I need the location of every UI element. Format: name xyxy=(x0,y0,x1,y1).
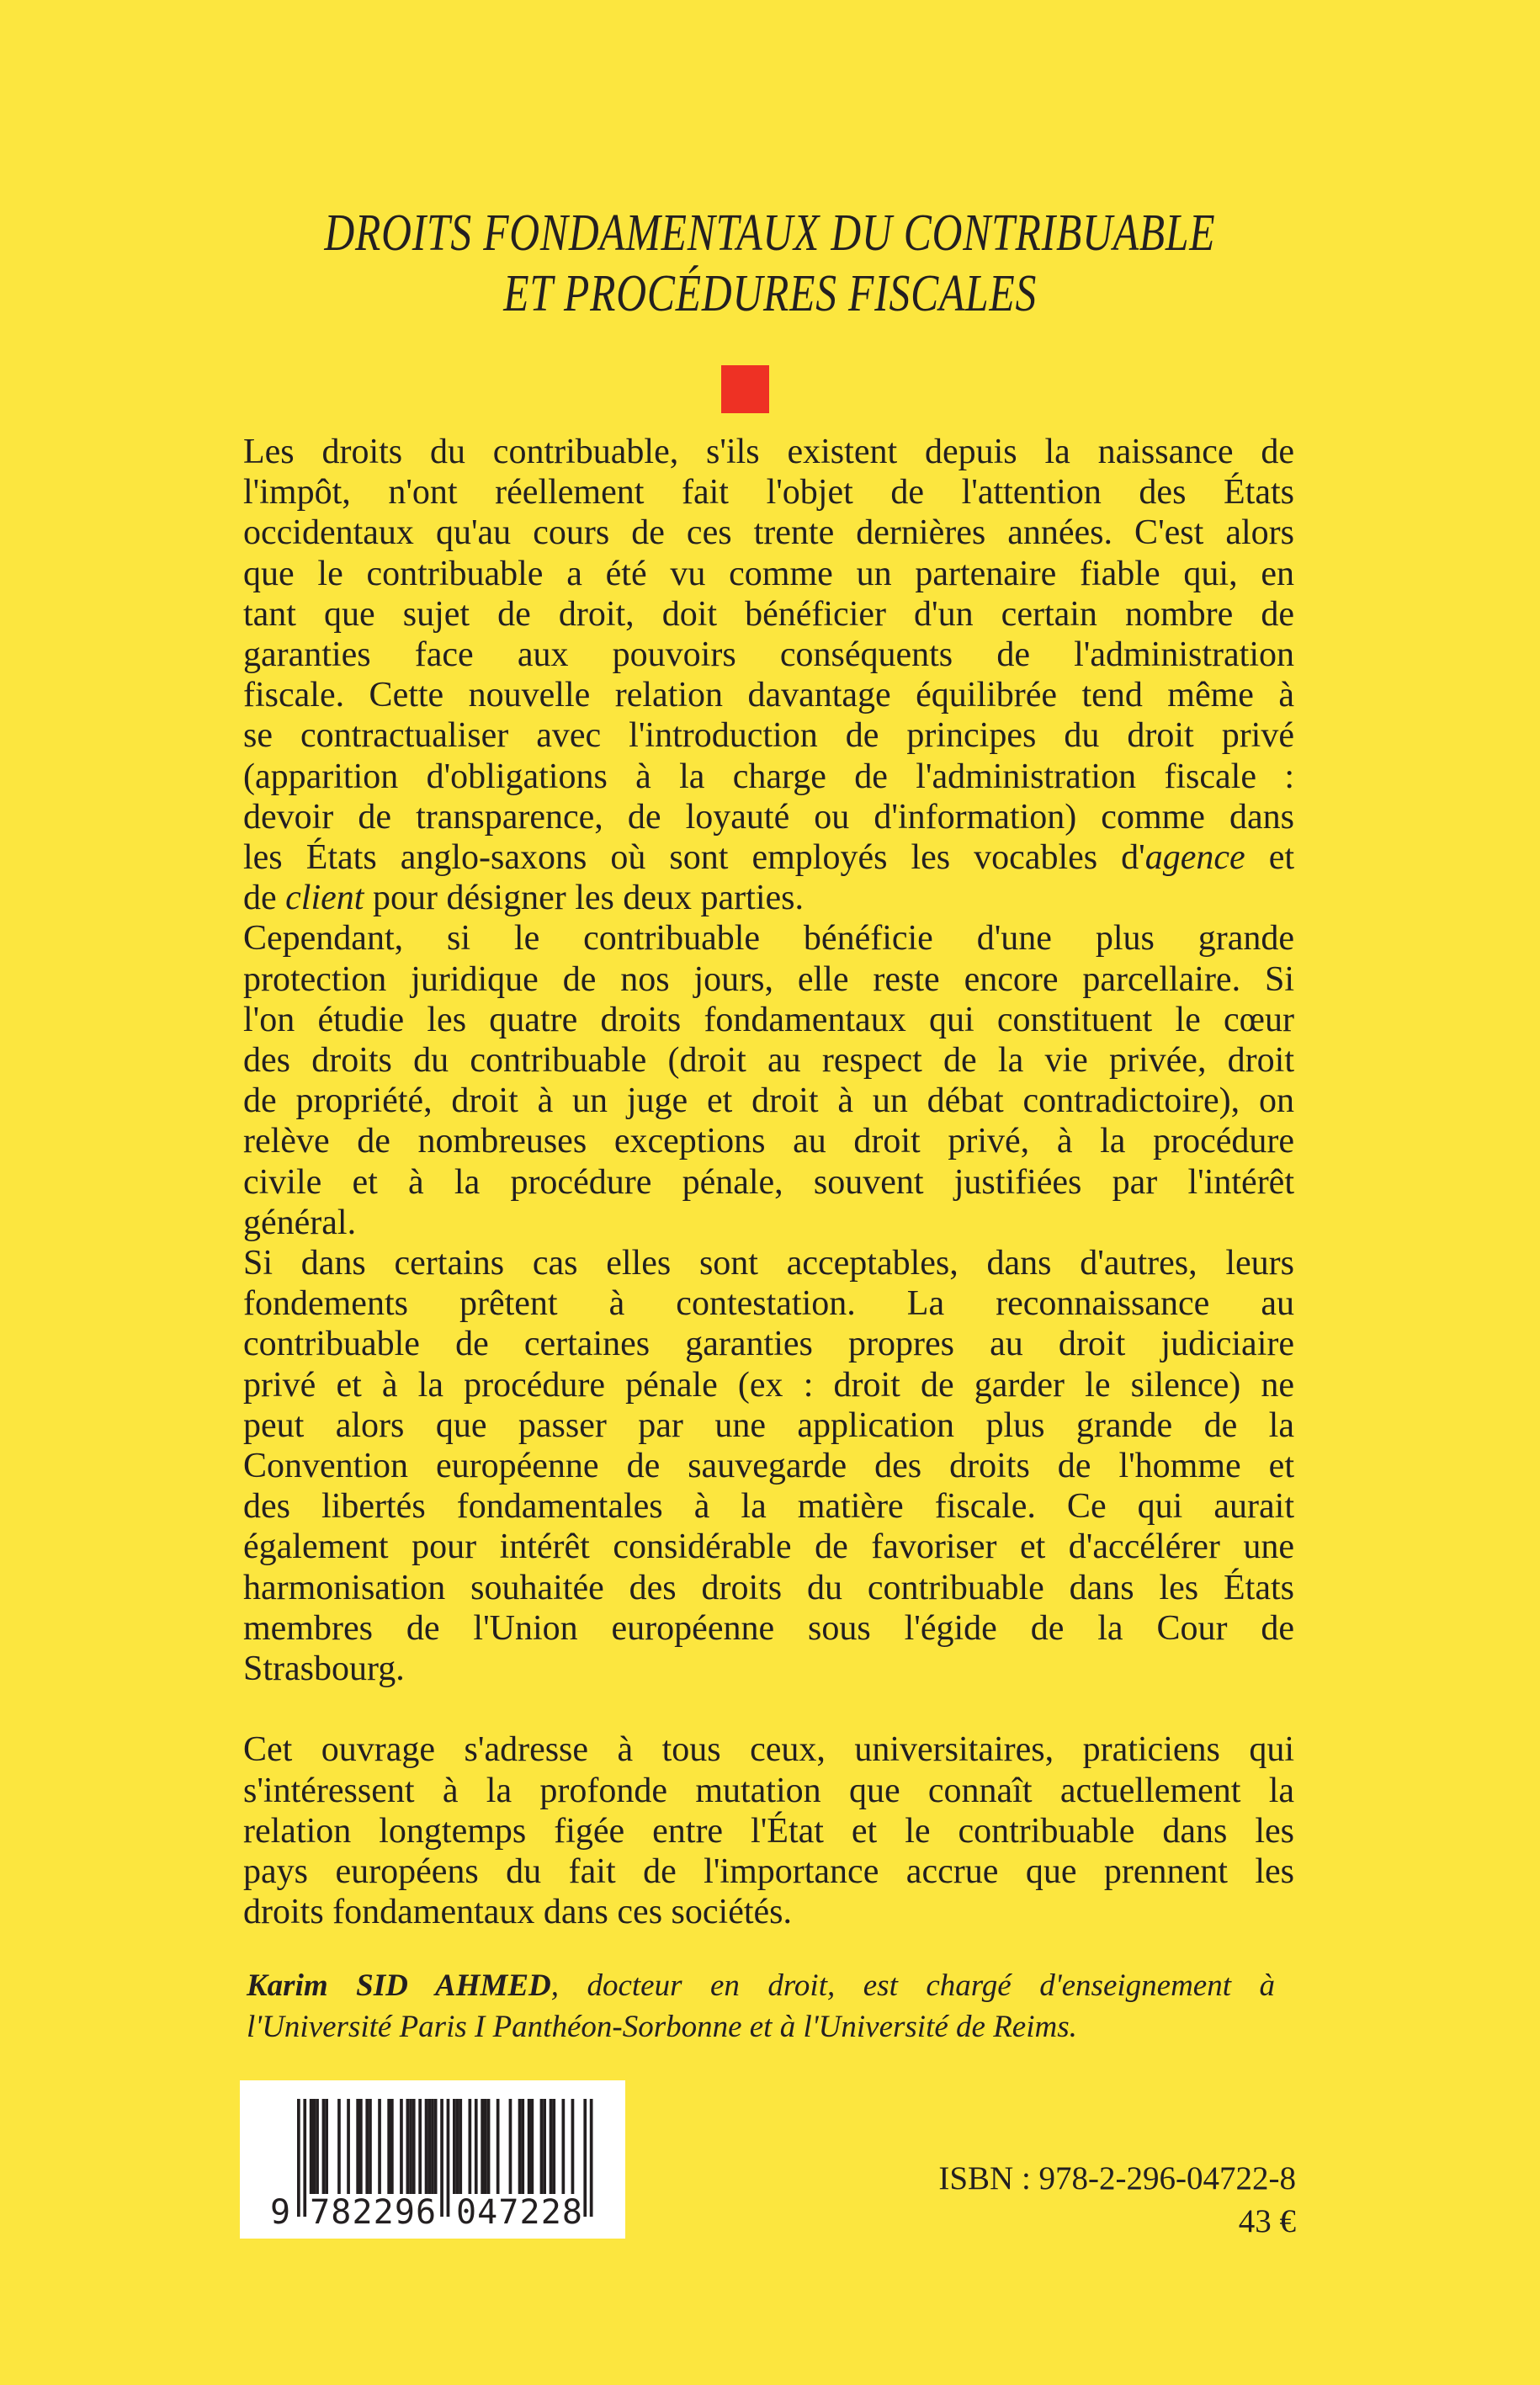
text-line xyxy=(243,837,1294,878)
text-line xyxy=(243,594,1294,635)
barcode-bar xyxy=(409,2099,412,2194)
barcode-bar xyxy=(347,2099,350,2194)
text-segment: tant que sujet de droit, doit bénéficier d'un certain nombre de xyxy=(243,594,1294,634)
title-text: ET PROCÉDURES FISCALES xyxy=(503,265,1037,322)
text-line xyxy=(243,797,1294,837)
isbn: ISBN : 978-2-296-04722-8 xyxy=(938,2160,1296,2196)
barcode-bar xyxy=(434,2099,438,2194)
barcode-bar xyxy=(447,2099,450,2217)
paragraph xyxy=(243,1729,1294,1932)
barcode-bar xyxy=(521,2099,524,2194)
barcode-bar xyxy=(412,2099,416,2194)
text-line xyxy=(243,554,1294,594)
barcode-bar xyxy=(310,2099,313,2194)
author-bio-line-1 xyxy=(247,1965,1275,2006)
barcode-bar xyxy=(550,2099,553,2194)
barcode-bar xyxy=(365,2099,369,2194)
barcode-bar xyxy=(440,2099,443,2217)
text-segment: droits fondamentaux dans ces sociétés. xyxy=(243,1893,792,1932)
text-line xyxy=(243,1486,1294,1527)
text-line xyxy=(243,1000,1294,1040)
paragraph xyxy=(243,918,1294,1243)
paragraph-gap xyxy=(243,1689,1294,1729)
barcode-digits: 047228 xyxy=(456,2193,582,2232)
text-line xyxy=(243,1283,1294,1324)
book-title-line-2 xyxy=(0,264,1540,324)
barcode-bar xyxy=(297,2099,300,2217)
text-line xyxy=(243,1203,1294,1243)
barcode-bar xyxy=(406,2099,410,2194)
text-segment: l'on étudie les quatre droits fondamentaux qui constituent le cœur xyxy=(243,1000,1294,1039)
barcode-bar xyxy=(543,2099,546,2194)
barcode-bar xyxy=(316,2099,319,2194)
book-title-line-1 xyxy=(0,204,1540,263)
author-bio-line-2: l'Université Paris I Panthéon-Sorbonne et à l'Université de Reims. xyxy=(247,2010,1077,2044)
text-segment: Strasbourg. xyxy=(243,1649,405,1689)
text-segment: que le contribuable a été vu comme un partenaire fiable qui, en xyxy=(243,554,1294,593)
title-text: DROITS FONDAMENTAUX DU CONTRIBUABLE xyxy=(324,205,1216,262)
text-line xyxy=(243,1771,1294,1811)
text-segment: harmonisation souhaitée des droits du contribuable dans les États xyxy=(243,1568,1294,1607)
barcode-bar xyxy=(509,2099,512,2194)
italic-term: agence xyxy=(1144,838,1245,878)
text-line xyxy=(243,959,1294,1000)
barcode xyxy=(240,2080,625,2239)
paragraph xyxy=(243,1243,1294,1689)
text-segment: fondements prêtent à contestation. La reconnaissance au xyxy=(243,1284,1294,1324)
text-segment: de propriété, droit à un juge et droit à un débat contradictoire), on xyxy=(243,1081,1294,1121)
text-line xyxy=(243,1527,1294,1567)
text-line xyxy=(243,1892,1294,1932)
barcode-graphic xyxy=(240,2080,625,2239)
text-segment: occidentaux qu'au cours de ces trente dernières années. C'est alors xyxy=(243,513,1294,553)
barcode-bar xyxy=(359,2099,363,2194)
barcode-digits: 9 xyxy=(270,2193,291,2232)
text-line xyxy=(243,878,1294,918)
text-segment: contribuable de certaines garanties propres au droit judiciaire xyxy=(243,1325,1294,1364)
text-segment: pays européens du fait de l'importance accrue que prennent les xyxy=(243,1852,1294,1892)
barcode-bar xyxy=(427,2099,431,2194)
text-line xyxy=(243,1040,1294,1081)
author-bio xyxy=(247,1965,1275,2048)
barcode-bar xyxy=(528,2099,531,2194)
text-segment: Convention européenne de sauvegarde des droits de l'homme et xyxy=(243,1447,1294,1486)
barcode-bar xyxy=(540,2099,544,2194)
text-segment: également pour intérêt considérable de favoriser et d'accélérer une xyxy=(243,1527,1294,1567)
barcode-bar xyxy=(571,2099,575,2194)
text-line xyxy=(243,1324,1294,1364)
red-square-ornament xyxy=(721,365,769,413)
text-segment: et xyxy=(1245,838,1295,878)
text-line xyxy=(243,1649,1294,1689)
text-line xyxy=(243,1405,1294,1446)
text-line xyxy=(243,432,1294,472)
barcode-bar xyxy=(431,2099,434,2194)
text-segment: civile et à la procédure pénale, souvent justifiées par l'intérêt xyxy=(243,1162,1294,1202)
text-segment: relation longtemps figée entre l'État et le contribuable dans les xyxy=(243,1811,1294,1851)
barcode-bar xyxy=(475,2099,478,2194)
text-segment: Cependant, si le contribuable bénéficie d'une plus grande xyxy=(243,919,1294,959)
author-bio-text: , docteur en droit, est chargé d'enseignement à xyxy=(550,1968,1275,2003)
text-segment: (apparition d'obligations à la charge de l'administration fiscale : xyxy=(243,757,1294,796)
text-segment: pour désigner les deux parties. xyxy=(364,879,804,918)
text-line xyxy=(243,1729,1294,1770)
barcode-bar xyxy=(369,2099,372,2194)
barcode-bar xyxy=(313,2099,316,2194)
barcode-bar xyxy=(481,2099,484,2194)
text-segment: protection juridique de nos jours, elle reste encore parcellaire. Si xyxy=(243,959,1294,999)
barcode-bar xyxy=(453,2099,456,2194)
text-line xyxy=(243,1243,1294,1283)
barcode-bar xyxy=(325,2099,328,2194)
text-segment: général. xyxy=(243,1203,357,1242)
text-segment: garanties face aux pouvoirs conséquents de l'administration xyxy=(243,635,1294,675)
text-segment: Si dans certains cas elles sont acceptables, dans d'autres, leurs xyxy=(243,1244,1294,1283)
text-segment: des droits du contribuable (droit au respect de la vie privée, droit xyxy=(243,1041,1294,1081)
barcode-bar xyxy=(418,2099,422,2194)
text-segment: Les droits du contribuable, s'ils existent depuis la naissance de xyxy=(243,433,1294,471)
barcode-bar xyxy=(356,2099,359,2194)
text-line xyxy=(243,1568,1294,1608)
text-line xyxy=(243,757,1294,797)
barcode-bar xyxy=(583,2099,587,2217)
text-line xyxy=(243,1365,1294,1405)
barcode-bar xyxy=(303,2099,306,2217)
author-name: Karim SID AHMED xyxy=(247,1968,551,2003)
text-line xyxy=(243,513,1294,553)
barcode-bar xyxy=(378,2099,381,2194)
text-line xyxy=(243,1851,1294,1892)
barcode-bar xyxy=(562,2099,566,2194)
text-line xyxy=(243,675,1294,715)
paragraph xyxy=(243,432,1294,918)
barcode-bar xyxy=(337,2099,341,2194)
text-segment: des libertés fondamentales à la matière fiscale. Ce qui aurait xyxy=(243,1487,1294,1527)
text-segment: fiscale. Cette nouvelle relation davantage équilibrée tend même à xyxy=(243,676,1294,715)
barcode-bar xyxy=(518,2099,522,2194)
barcode-bar xyxy=(497,2099,500,2194)
text-segment: s'intéressent à la profonde mutation que connaît actuellement la xyxy=(243,1771,1294,1810)
text-line xyxy=(243,1811,1294,1851)
barcode-bar xyxy=(390,2099,394,2194)
text-line xyxy=(243,715,1294,756)
barcode-bar xyxy=(459,2099,462,2194)
barcode-bar xyxy=(400,2099,403,2194)
blurb-text xyxy=(243,432,1294,1933)
text-segment: l'impôt, n'ont réellement fait l'objet de l'attention des États xyxy=(243,473,1294,513)
text-segment: relève de nombreuses exceptions au droit privé, à la procédure xyxy=(243,1122,1294,1161)
barcode-bar xyxy=(456,2099,459,2194)
barcode-bar xyxy=(425,2099,428,2194)
text-line xyxy=(243,1121,1294,1161)
text-segment: devoir de transparence, de loyauté ou d'information) comme dans xyxy=(243,797,1294,837)
text-line xyxy=(243,1162,1294,1203)
barcode-bar xyxy=(552,2099,555,2194)
italic-term: client xyxy=(285,879,364,918)
barcode-bar xyxy=(484,2099,487,2194)
barcode-bar xyxy=(487,2099,491,2194)
text-line xyxy=(243,1608,1294,1649)
price: 43 € xyxy=(1238,2203,1296,2239)
text-line xyxy=(243,472,1294,513)
text-line xyxy=(243,635,1294,675)
text-line xyxy=(243,1081,1294,1121)
barcode-bar xyxy=(469,2099,472,2194)
text-segment: peut alors que passer par une application plus grande de la xyxy=(243,1405,1294,1445)
barcode-bar xyxy=(590,2099,593,2217)
text-segment: les États anglo-saxons où sont employés les vocables d' xyxy=(243,838,1145,878)
barcode-bar xyxy=(387,2099,390,2194)
barcode-digits: 782296 xyxy=(310,2193,437,2232)
text-segment: privé et à la procédure pénale (ex : droit de garder le silence) ne xyxy=(243,1365,1294,1405)
text-line xyxy=(243,1446,1294,1486)
text-segment: se contractualiser avec l'introduction de principes du droit privé xyxy=(243,716,1294,756)
text-segment: de xyxy=(243,879,286,918)
text-line xyxy=(243,918,1294,959)
barcode-bar xyxy=(531,2099,534,2194)
text-segment: Cet ouvrage s'adresse à tous ceux, universitaires, praticiens qui xyxy=(243,1730,1294,1770)
text-segment: membres de l'Union européenne sous l'égide de la Cour de xyxy=(243,1608,1294,1648)
barcode-bar xyxy=(322,2099,326,2194)
